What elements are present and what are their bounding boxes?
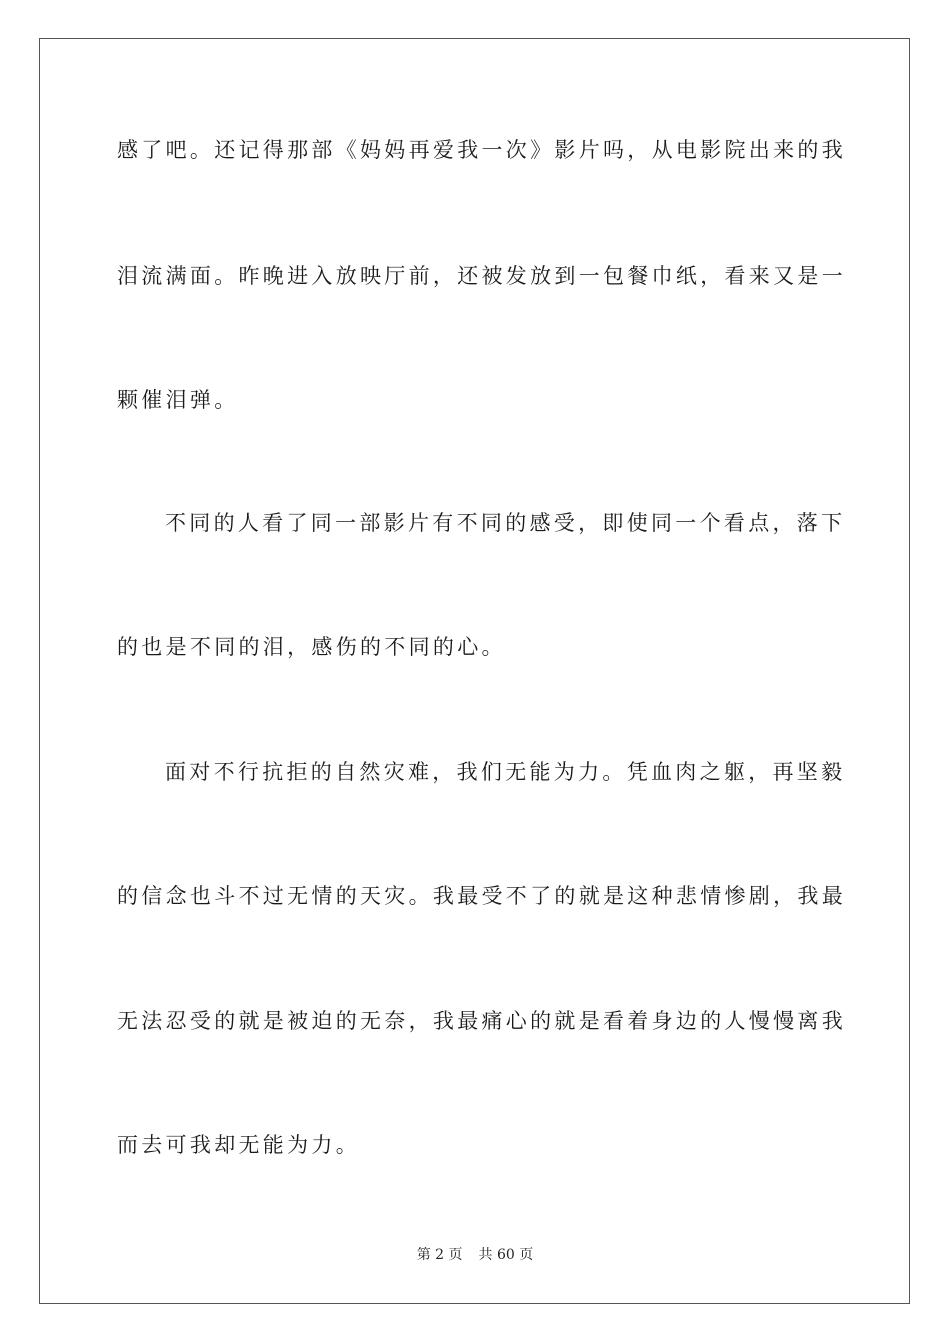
text-line: 的也是不同的泪，感伤的不同的心。 [117, 635, 506, 659]
total-pages: 共 60 页 [478, 1247, 534, 1263]
text-line: 而去可我却无能为力。 [117, 1133, 360, 1157]
text-line: 颗催泪弹。 [117, 388, 239, 412]
text-line: 泪流满面。昨晚进入放映厅前，还被发放到一包餐巾纸，看来又是一 [117, 264, 846, 288]
text-line: 感了吧。还记得那部《妈妈再爱我一次》影片吗，从电影院出来的我 [117, 138, 846, 162]
text-line: 无法忍受的就是被迫的无奈，我最痛心的就是看着身边的人慢慢离我 [117, 1009, 846, 1033]
page-footer [0, 1246, 950, 1264]
text-line: 的信念也斗不过无情的天灾。我最受不了的就是这种悲情惨剧，我最 [117, 884, 846, 908]
page-border [39, 38, 910, 1304]
page-number: 第 2 页 [416, 1247, 463, 1263]
paragraph-first-line: 面对不行抗拒的自然灾难，我们无能为力。凭血肉之躯，再坚毅 [165, 760, 846, 784]
paragraph-first-line: 不同的人看了同一部影片有不同的感受，即使同一个看点，落下 [165, 511, 846, 535]
